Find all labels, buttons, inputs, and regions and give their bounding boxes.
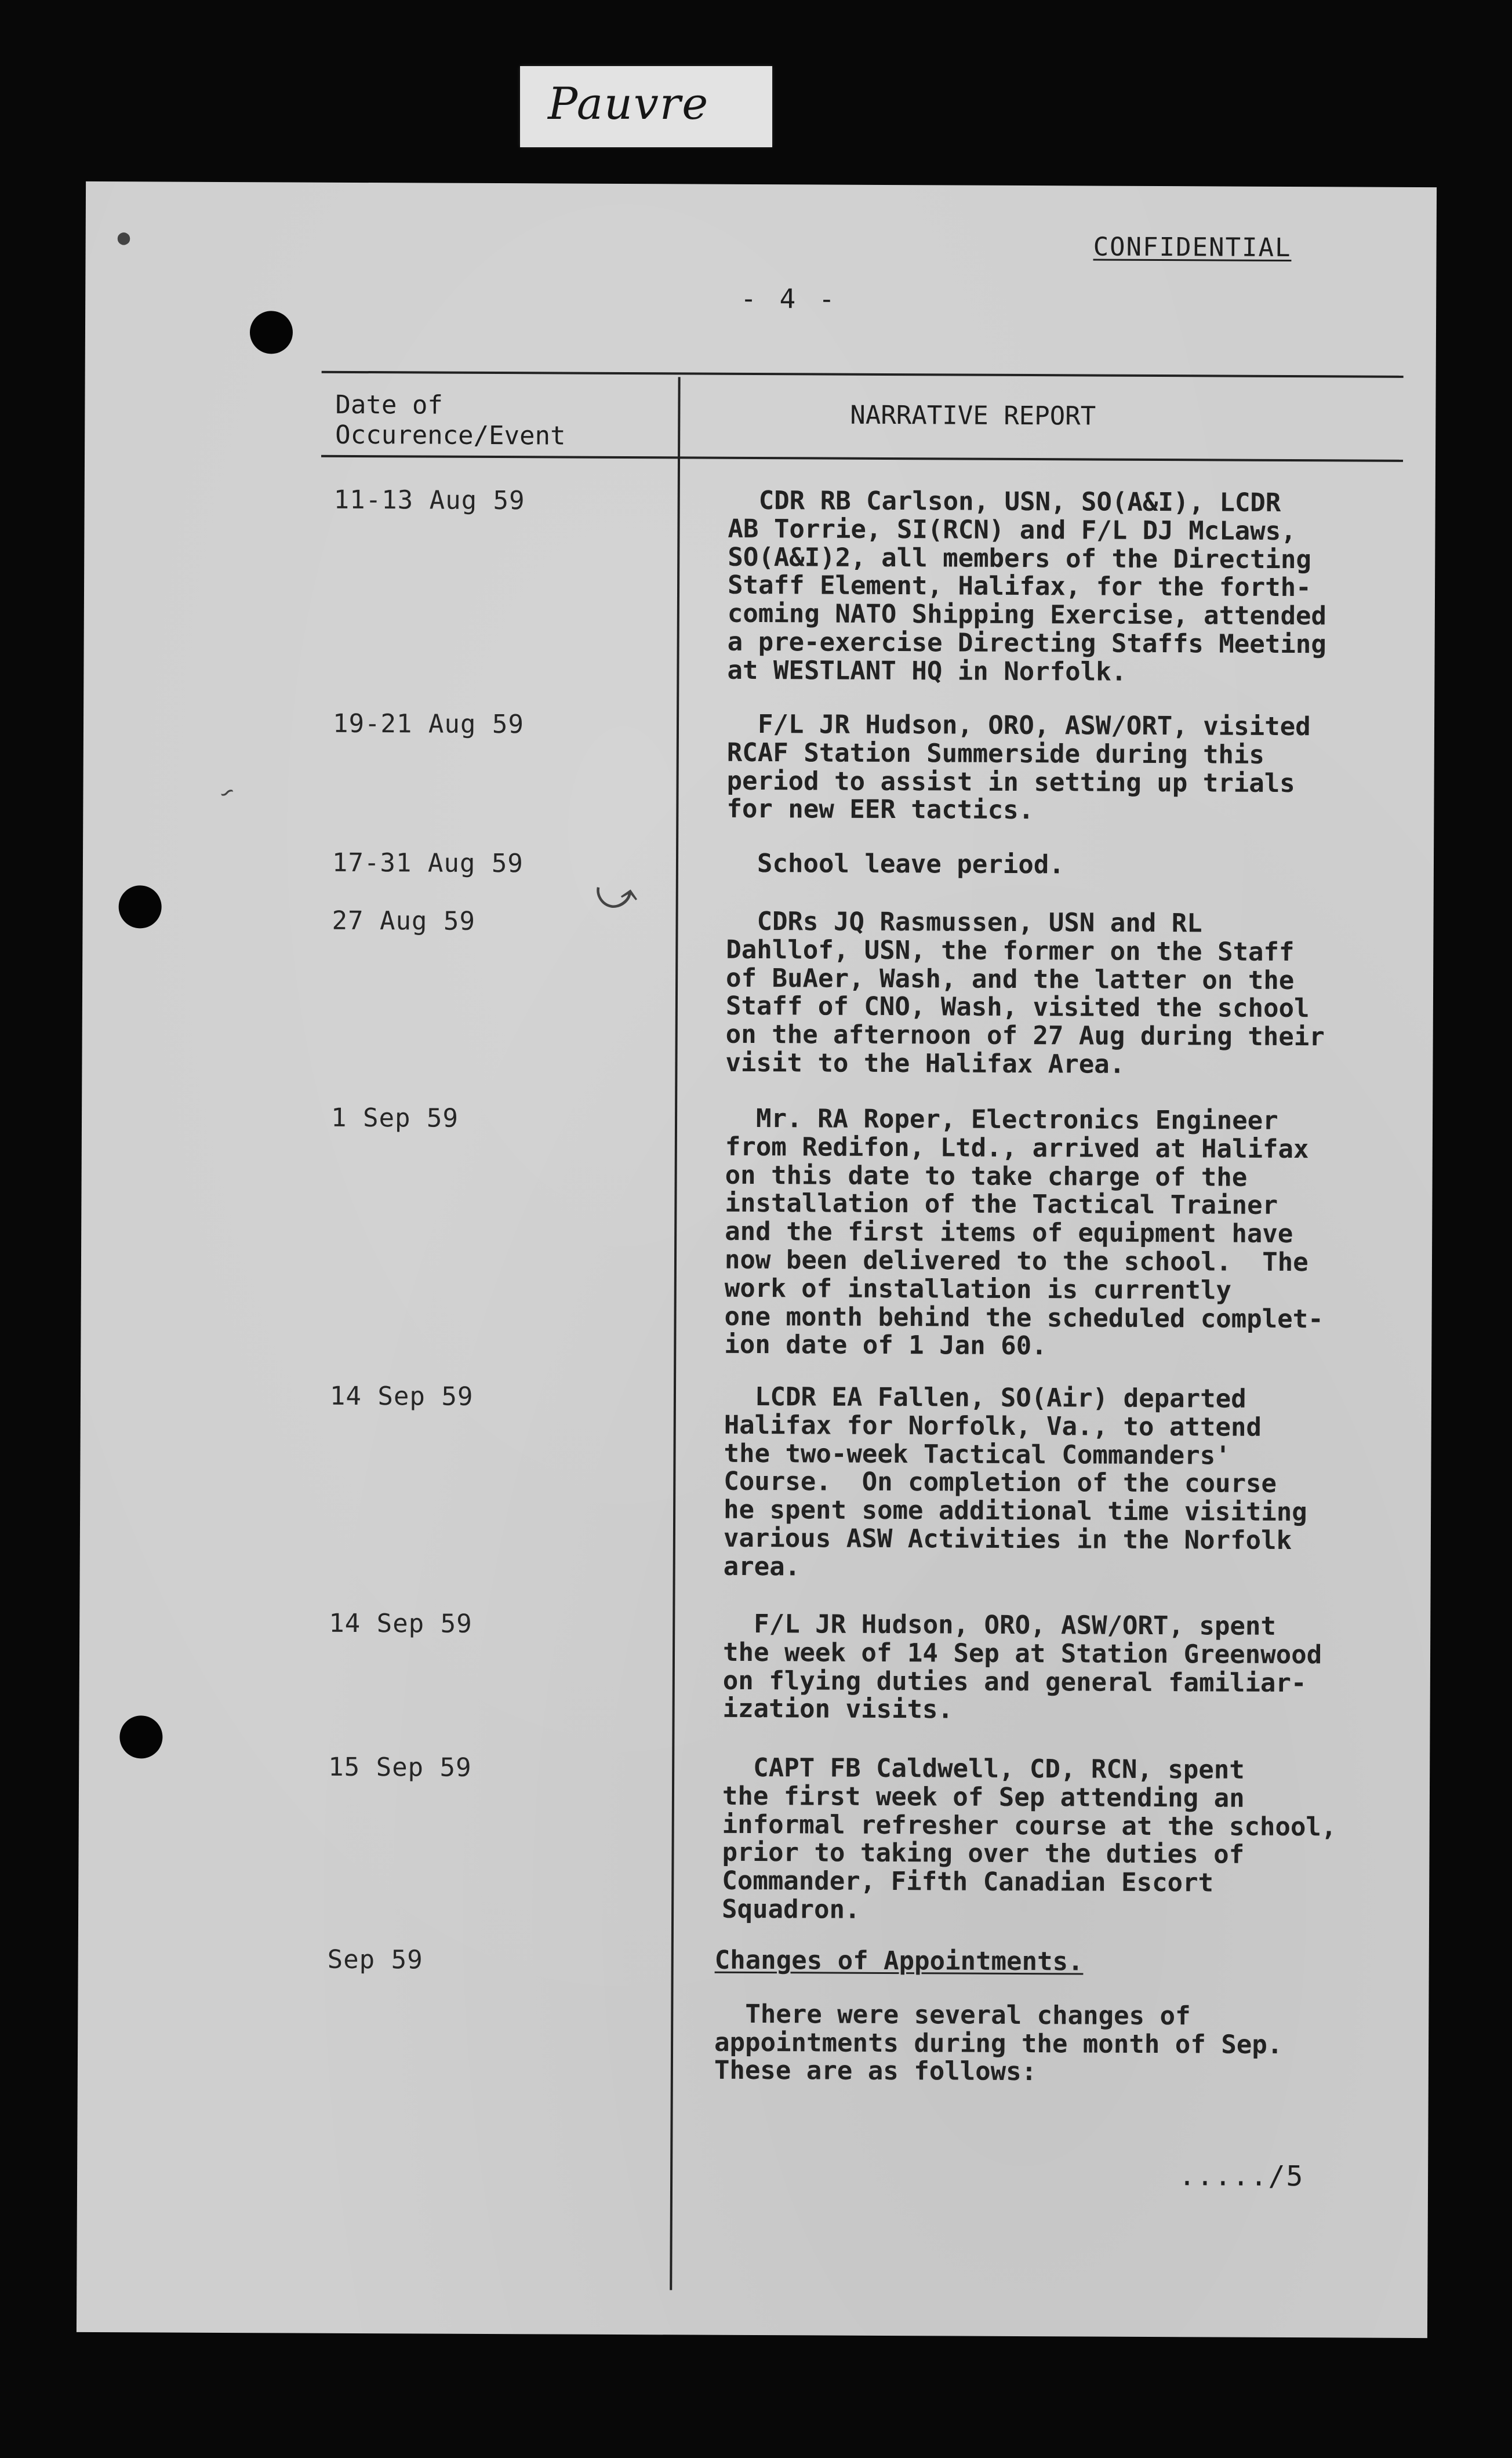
entry-text <box>724 1383 1414 1584</box>
entry-line: Commander, Fifth Canadian Escort <box>722 1866 1214 1898</box>
entry-line: ization visits. <box>722 1694 954 1725</box>
entry-line: visit to the Halifax Area. <box>725 1048 1125 1079</box>
entry-line: F/L JR Hudson, ORO, ASW/ORT, spent <box>723 1609 1277 1641</box>
table-top-rule <box>322 371 1404 378</box>
entry-line: at WESTLANT HQ in Norfolk. <box>727 655 1127 687</box>
narrative-column-header: NARRATIVE REPORT <box>850 400 1096 431</box>
punch-hole <box>250 311 293 354</box>
entry-date: 27 Aug 59 <box>332 906 476 936</box>
entry-line: the week of 14 Sep at Station Greenwood <box>722 1637 1322 1670</box>
ink-speck: ● <box>117 226 130 250</box>
continued-marker: ...../5 <box>1178 2159 1304 2193</box>
entry-line: Staff Element, Halifax, for the forth- <box>727 570 1311 603</box>
ink-stroke: ⤻ <box>591 867 642 922</box>
entry-line: on flying duties and general familiar- <box>722 1666 1307 1698</box>
entry-line: from Redifon, Ltd., arrived at Halifax <box>725 1132 1309 1164</box>
entry-line: LCDR EA Fallen, SO(Air) departed <box>724 1381 1246 1414</box>
entry-line: he spent some additional time visiting <box>724 1495 1307 1528</box>
entry-line: CDRs JQ Rasmussen, USN and RL <box>726 906 1202 939</box>
ink-scratch: ∽ <box>215 777 239 808</box>
entry-line: CDR RB Carlson, USN, SO(A&I), LCDR <box>728 485 1281 518</box>
entry-line: Dahllof, USN, the former on the Staff <box>726 935 1295 967</box>
entry-line: period to assist in setting up trials <box>726 766 1295 798</box>
entry-line: F/L JR Hudson, ORO, ASW/ORT, visited <box>726 709 1311 742</box>
column-divider <box>670 377 680 2290</box>
entry-date: 15 Sep 59 <box>328 1752 472 1783</box>
document-page <box>77 181 1437 2338</box>
entry-line: informal refresher course at the school, <box>722 1809 1337 1842</box>
entry-line: on the afternoon of 27 Aug during their <box>725 1019 1325 1052</box>
punch-hole <box>119 1715 162 1758</box>
entry-line: SO(A&I)2, all members of the Directing <box>728 542 1312 574</box>
date-header-line: Occurence/Event <box>335 420 566 451</box>
entry-line: Staff of CNO, Wash, visited the school <box>725 991 1310 1024</box>
entry-line: Mr. RA Roper, Electronics Engineer <box>725 1103 1278 1136</box>
entry-text <box>727 487 1418 688</box>
entry-line: appointments during the month of Sep. <box>714 2027 1283 2060</box>
table-header-rule <box>321 455 1403 462</box>
entry-line: Squadron. <box>722 1894 860 1925</box>
entry-text <box>723 1610 1413 1726</box>
entry-text <box>725 908 1416 1081</box>
page-number: - 4 - <box>740 282 838 315</box>
date-column-header <box>335 390 566 452</box>
entry-text <box>726 850 1416 881</box>
entry-line: installation of the Tactical Trainer <box>725 1188 1278 1221</box>
entry-line: now been delivered to the school. The <box>724 1245 1309 1278</box>
section-heading: Changes of Appointments. <box>714 1945 1084 1977</box>
classification-stamp: CONFIDENTIAL <box>1093 232 1292 263</box>
entry-line: ion date of 1 Jan 60. <box>724 1330 1047 1361</box>
entry-line: prior to taking over the duties of <box>722 1838 1245 1870</box>
entry-line: of BuAer, Wash, and the latter on the <box>726 963 1295 995</box>
entry-line: There were several changes of <box>714 1999 1191 2031</box>
entry-line: a pre-exercise Directing Staffs Meeting <box>727 627 1326 660</box>
entry-line: one month behind the scheduled complet- <box>724 1301 1324 1334</box>
entry-date: 19-21 Aug 59 <box>332 708 525 740</box>
entry-text <box>714 1947 1405 2088</box>
entry-line: the first week of Sep attending an <box>722 1781 1245 1813</box>
blank-line <box>714 1975 1404 2003</box>
date-header-line: Date of <box>335 390 443 420</box>
entry-line: School leave period. <box>726 848 1064 880</box>
entry-line: AB Torrie, SI(RCN) and F/L DJ McLaws, <box>728 514 1296 546</box>
entry-date: 14 Sep 59 <box>329 1381 474 1412</box>
entry-date: Sep 59 <box>327 1944 423 1975</box>
punch-hole <box>118 885 161 928</box>
entry-text <box>722 1754 1412 1927</box>
entry-text <box>726 711 1417 827</box>
archive-label-card <box>520 66 772 147</box>
entry-line: CAPT FB Caldwell, CD, RCN, spent <box>722 1752 1245 1785</box>
entry-line: the two-week Tactical Commanders' <box>724 1438 1231 1471</box>
entry-line: coming NATO Shipping Exercise, attended <box>727 598 1327 631</box>
entry-line: and the first items of equipment have <box>725 1216 1293 1249</box>
entry-line: on this date to take charge of the <box>725 1160 1248 1192</box>
entry-date: 1 Sep 59 <box>330 1103 459 1133</box>
entry-line: Course. On completion of the course <box>724 1467 1277 1499</box>
entry-line: Halifax for Norfolk, Va., to attend <box>724 1410 1262 1442</box>
entry-line: various ASW Activities in the Norfolk <box>723 1523 1292 1556</box>
entry-line: area. <box>723 1551 801 1582</box>
entry-line: These are as follows: <box>714 2056 1037 2087</box>
entry-line: RCAF Station Summerside during this <box>726 737 1265 770</box>
entry-line: for new EER tactics. <box>726 794 1034 826</box>
entry-date: 14 Sep 59 <box>329 1608 472 1639</box>
archive-label-text: Pauvre <box>548 78 710 129</box>
entry-line: work of installation is currently <box>724 1273 1232 1306</box>
entry-date: 11-13 Aug 59 <box>333 485 525 516</box>
entry-text <box>724 1105 1415 1362</box>
entry-date: 17-31 Aug 59 <box>332 848 524 879</box>
